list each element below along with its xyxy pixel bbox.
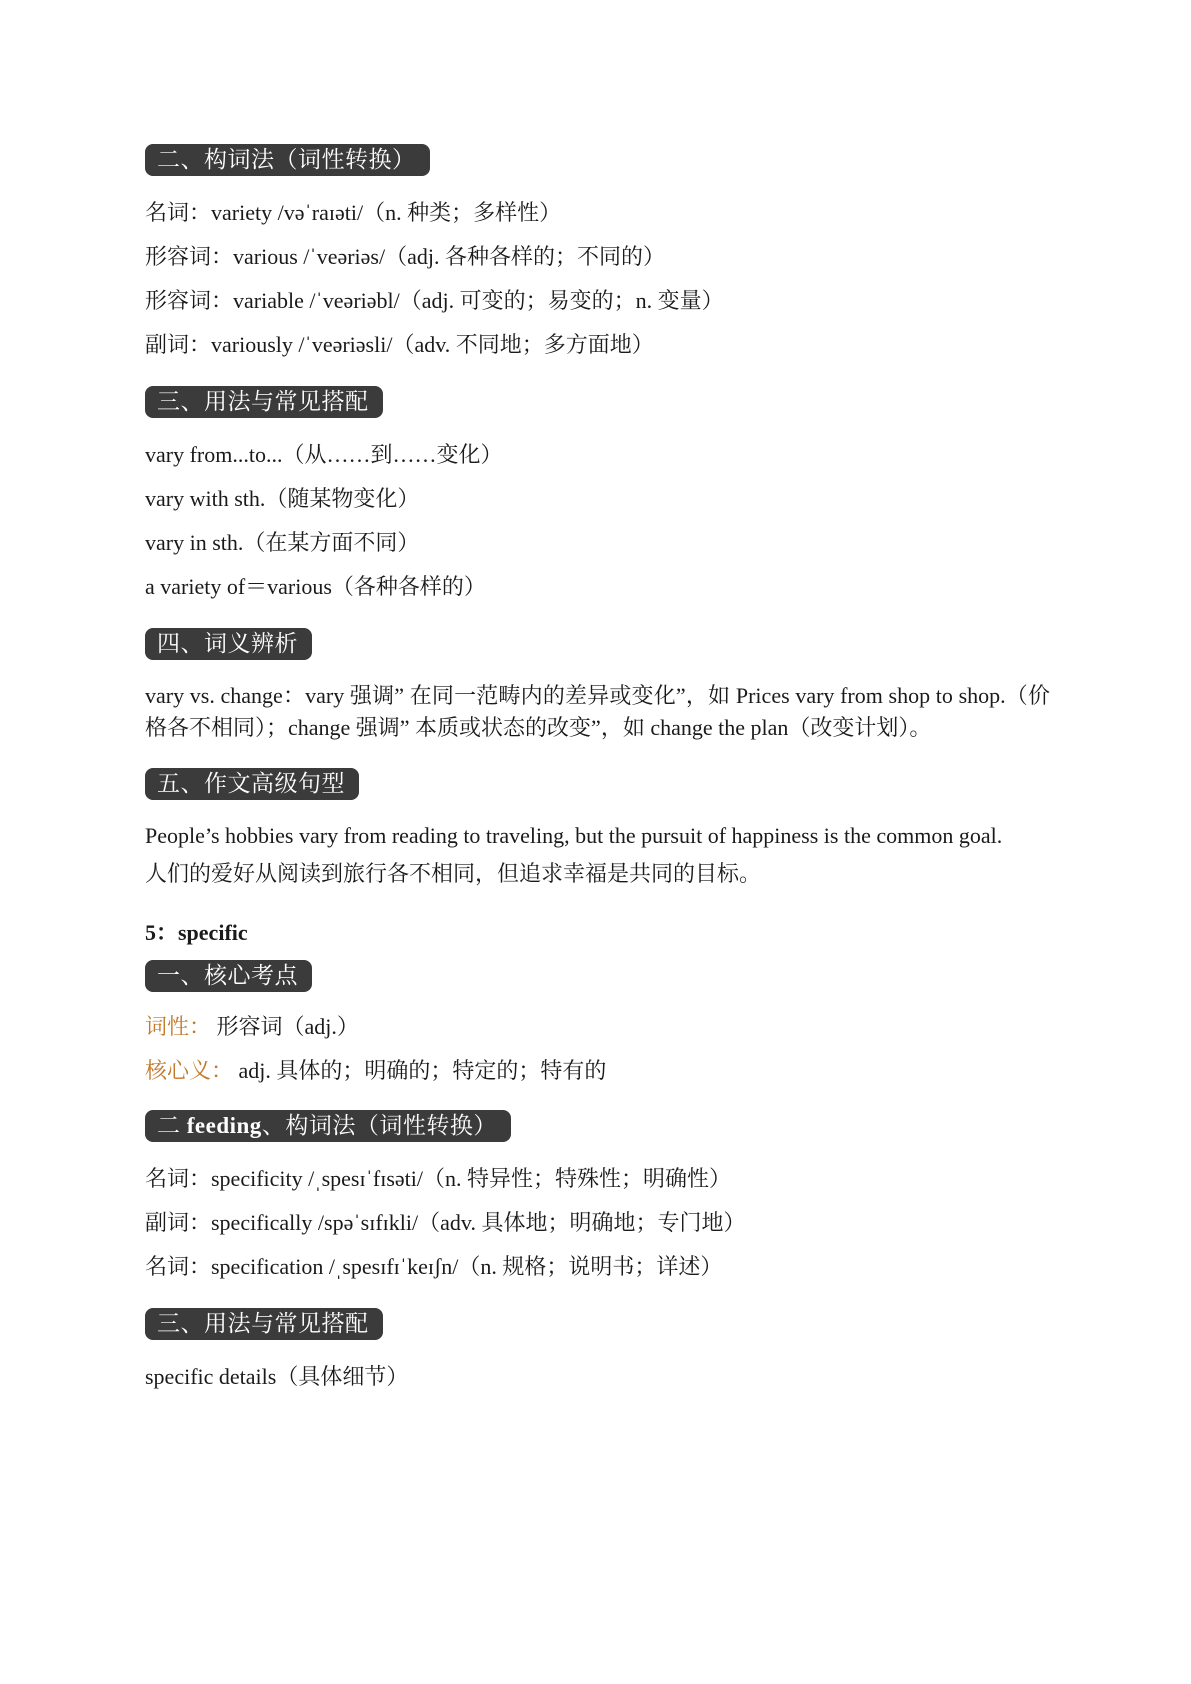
core-meaning-label: 核心义： bbox=[145, 1058, 234, 1083]
word-form-line: 副词：variously /ˈveəriəsli/（adv. 不同地；多方面地） bbox=[145, 332, 654, 357]
part-of-speech-value: 形容词（adj.） bbox=[216, 1014, 359, 1039]
usage-line: specific details（具体细节） bbox=[145, 1364, 409, 1389]
word-form-line: 名词：specificity /ˌspesɪˈfɪsəti/（n. 特异性；特殊性；明确性） bbox=[145, 1166, 731, 1191]
example-sentence-chinese: 人们的爱好从阅读到旅行各不相同，但追求幸福是共同的目标。 bbox=[145, 861, 762, 886]
word-form-line: 形容词：various /ˈveəriəs/（adj. 各种各样的；不同的） bbox=[145, 244, 665, 269]
word-form-line: 形容词：variable /ˈveəriəbl/（adj. 可变的；易变的；n. 变量） bbox=[145, 288, 724, 313]
usage-line: a variety of＝various（各种各样的） bbox=[145, 574, 486, 599]
usage-line: vary with sth.（随某物变化） bbox=[145, 486, 420, 511]
part-of-speech-label: 词性： bbox=[145, 1014, 212, 1039]
section-heading-usage-specific: 三、用法与常见搭配 bbox=[145, 1308, 383, 1340]
word-form-line: 副词：specifically /spəˈsɪfɪkli/（adv. 具体地；明确地；专门地） bbox=[145, 1210, 746, 1235]
page-content bbox=[145, 144, 1050, 1392]
heading-prefix: 二 bbox=[157, 1113, 187, 1138]
word-form-line: 名词：variety /vəˈraɪəti/（n. 种类；多样性） bbox=[145, 200, 562, 225]
core-meaning-line bbox=[145, 1056, 1050, 1086]
section-heading-discrimination: 四、词义辨析 bbox=[145, 628, 312, 660]
section-heading-usage: 三、用法与常见搭配 bbox=[145, 386, 383, 418]
heading-rest: 、构词法（词性转换） bbox=[261, 1113, 497, 1138]
section-heading-word-formation: 二、构词法（词性转换） bbox=[145, 144, 430, 176]
section-heading-core: 一、核心考点 bbox=[145, 960, 312, 992]
usage-line: vary from...to...（从……到……变化） bbox=[145, 442, 503, 467]
word-form-line: 名词：specification /ˌspesɪfɪˈkeɪʃn/（n. 规格；说明书；详述） bbox=[145, 1254, 723, 1279]
core-meaning-value: adj. 具体的；明确的；特定的；特有的 bbox=[238, 1058, 607, 1083]
usage-line: vary in sth.（在某方面不同） bbox=[145, 530, 420, 555]
word-title: 5：specific bbox=[145, 920, 248, 945]
heading-bold-word: feeding bbox=[186, 1113, 262, 1138]
part-of-speech-line bbox=[145, 1012, 1050, 1042]
example-sentence-english: People’s hobbies vary from reading to traveling, but the pursuit of happiness is the common goal. bbox=[145, 823, 1003, 848]
discrimination-paragraph: vary vs. change：vary 强调” 在同一范畴内的差异或变化”，如 Prices vary from shop to shop.（价格各不相同）；change 强调” 本质或状态的改变”，如 change the plan（改变计划）。 bbox=[145, 683, 1050, 740]
section-heading-word-formation-specific bbox=[145, 1110, 511, 1142]
section-heading-sentence-patterns: 五、作文高级句型 bbox=[145, 768, 359, 800]
